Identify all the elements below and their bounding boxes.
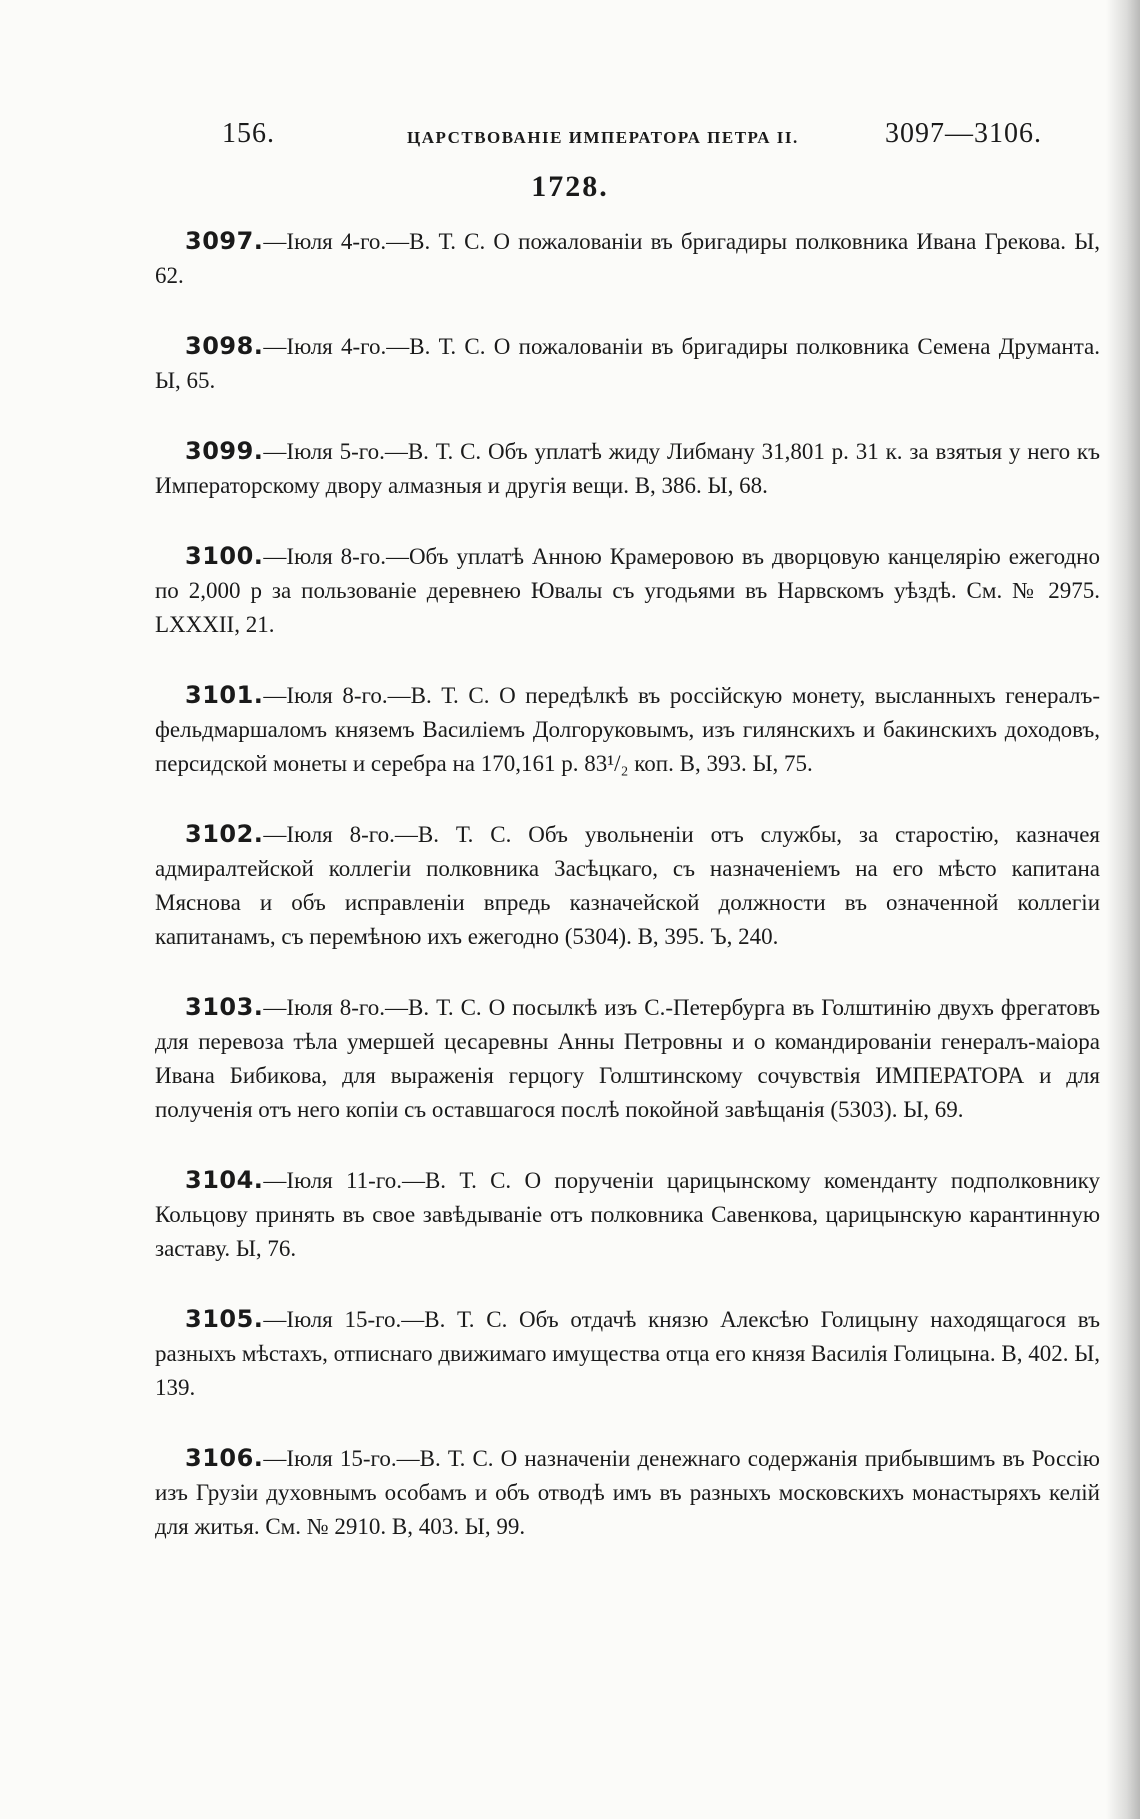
entry-text: —Іюля 8-го.—В. Т. С. Объ увольненіи отъ службы, за старостію, казначея адмиралтейской коллегіи полковника Засѣцкаго, съ назначеніемъ на его мѣсто капитана Мяснова и объ исправленіи впредь казначейской должности въ означенной коллегіи капитанамъ, съ перемѣною ихъ ежегодно (5304). В, 395. Ъ, 240.: [155, 822, 1100, 949]
entry-number: 3105.: [185, 1305, 264, 1333]
entry: [155, 539, 1100, 642]
entry-text: —Іюля 15-го.—В. Т. С. Объ отдачѣ князю Алексѣю Голицыну находящагося въ разныхъ мѣстахъ, отписнаго движимаго имущества отца его князя Василія Голицына. В, 402. Ы, 139.: [155, 1307, 1101, 1400]
page-edge-shadow: [1106, 0, 1140, 1819]
entry-text: —Іюля 4-го.—В. Т. С. О пожалованіи въ бригадиры полковника Ивана Грекова. Ы, 62.: [155, 229, 1100, 288]
entry: [155, 678, 1100, 781]
entries-list: [155, 224, 1100, 1580]
entry-text: —Іюля 8-го.—Объ уплатѣ Анною Крамеровою въ дворцовую канцелярію ежегодно по 2,000 р за пользованіе деревнею Ювалы съ угодьями въ Нарвскомъ уѣздѣ. См. № 2975. LXXXII, 21.: [155, 544, 1100, 637]
entry: [155, 1163, 1100, 1266]
entry-text: —Іюля 8-го.—В. Т. С. О передѣлкѣ въ россійскую монету, высланныхъ генералъ-фельдмаршаломъ княземъ Василіемъ Долгоруковымъ, изъ гилянскихъ и бакинскихъ доходовъ, персидской монеты и серебра на 170,161 р. 83¹/₂ коп. В, 393. Ы, 75.: [155, 683, 1100, 776]
entry-number: 3098.: [185, 332, 264, 360]
entry-text: —Іюля 11-го.—В. Т. С. О порученіи царицынскому коменданту подполковнику Кольцову принять въ свое завѣдываніе отъ полковника Савенкова, царицынскую карантинную заставу. Ы, 76.: [155, 1168, 1100, 1261]
year-heading: 1728.: [531, 170, 609, 203]
entry-number: 3106.: [185, 1444, 264, 1472]
entry-number: 3100.: [185, 542, 264, 570]
entry-text: —Іюля 5-го.—В. Т. С. Объ уплатѣ жиду Либману 31,801 р. 31 к. за взятыя у него къ Императорскому двору алмазныя и другія вещи. В, 386. Ы, 68.: [155, 439, 1100, 498]
entry: [155, 434, 1100, 503]
entry: [155, 1441, 1100, 1544]
entry-number: 3097.: [185, 227, 264, 255]
entry-number: 3103.: [185, 993, 264, 1021]
entry: [155, 817, 1100, 954]
entry-text: —Іюля 8-го.—В. Т. С. О посылкѣ изъ С.-Петербурга въ Голштинію двухъ фрегатовъ для перевоза тѣла умершей цесаревны Анны Петровны и о командированіи генералъ-маіора Ивана Бибикова, для выраженія герцогу Голштинскому сочувствія ИМПЕРАТОРА и для полученія отъ него копіи съ оставшагося послѣ покойной завѣщанія (5303). Ы, 69.: [155, 995, 1100, 1122]
entry-number: 3101.: [185, 681, 264, 709]
entry-number: 3099.: [185, 437, 264, 465]
entry: [155, 990, 1100, 1127]
running-head: [222, 118, 1042, 158]
entry-number: 3104.: [185, 1166, 264, 1194]
entry-text: —Іюля 15-го.—В. Т. С. О назначеніи денежнаго содержанія прибывшимъ въ Россію изъ Грузіи духовнымъ особамъ и объ отводѣ имъ въ разныхъ московскихъ монастыряхъ келій для житья. См. № 2910. В, 403. Ы, 99.: [155, 1446, 1100, 1539]
running-title: ЦАРСТВОВАНІЕ ИМПЕРАТОРА ПЕТРА II.: [407, 128, 799, 147]
entry-number: 3102.: [185, 820, 264, 848]
entry: [155, 224, 1100, 293]
entry-text: —Іюля 4-го.—В. Т. С. О пожалованіи въ бригадиры полковника Семена Друманта. Ы, 65.: [155, 334, 1100, 393]
page-number: 156.: [222, 118, 275, 149]
entry: [155, 329, 1100, 398]
entry: [155, 1302, 1100, 1405]
entry-range: 3097—3106.: [885, 118, 1042, 149]
